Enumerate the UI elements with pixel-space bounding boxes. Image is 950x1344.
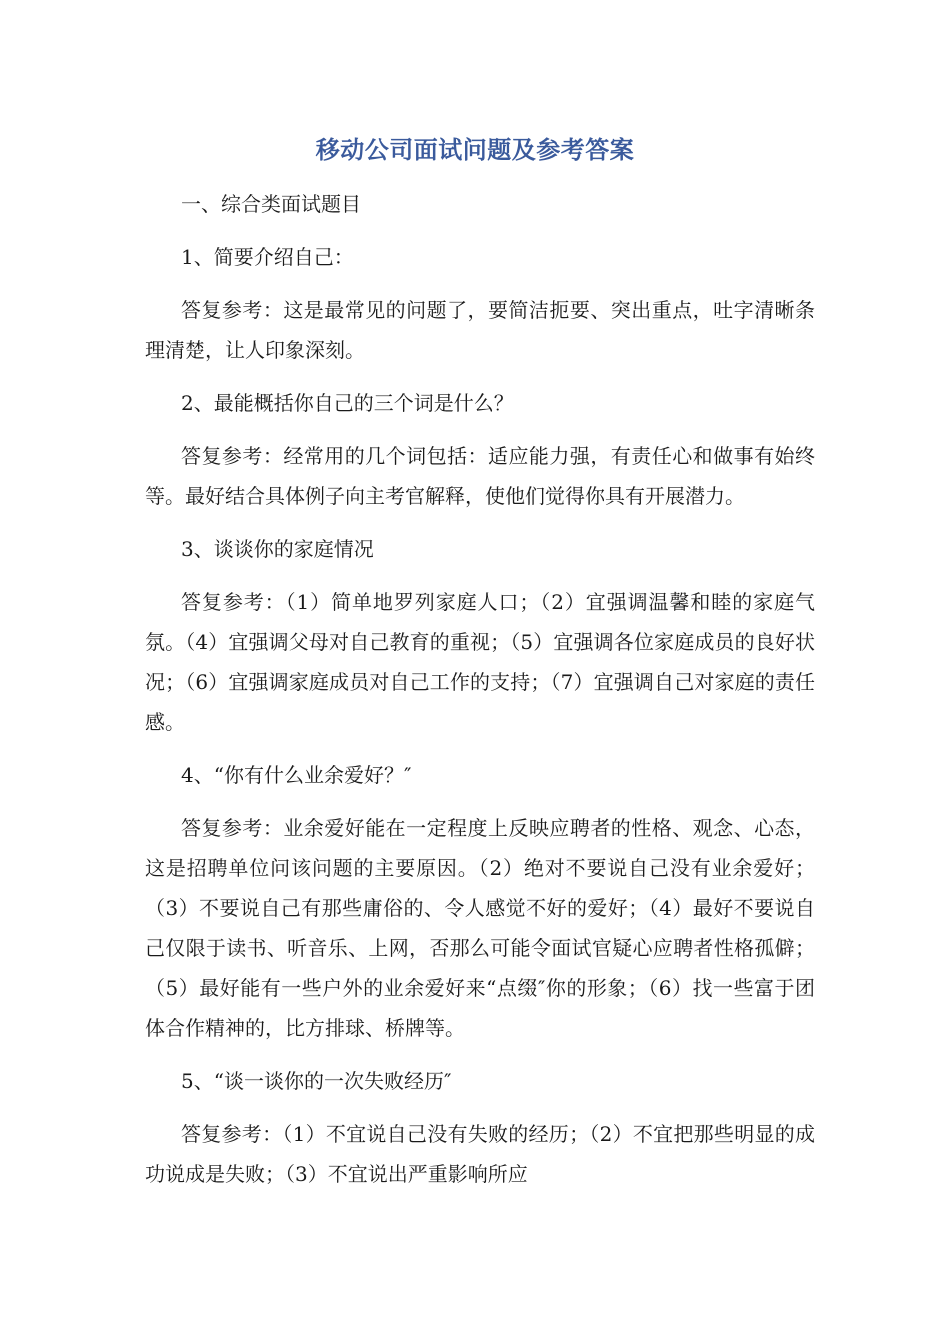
document-body [145,184,815,1207]
section-heading: 一、综合类面试题目 [181,192,361,216]
question-4: 4、“你有什么业余爱好？″ [181,763,412,787]
answer-3: 答复参考：（1）简单地罗列家庭人口；（2）宜强调温馨和睦的家庭气氛。（4）宜强调父母对自己教育的重视；（5）宜强调各位家庭成员的良好状况；（6）宜强调家庭成员对自己工作的支持；（7）宜强调自己对家庭的责任感。 [145,590,815,734]
question-5: 5、“谈一谈你的一次失败经历″ [181,1069,452,1093]
answer-5: 答复参考：（1）不宜说自己没有失败的经历；（2）不宜把那些明显的成功说成是失败；（3）不宜说出严重影响所应 [145,1122,815,1186]
answer-2: 答复参考：经常用的几个词包括：适应能力强，有责任心和做事有始终等。最好结合具体例子向主考官解释，使他们觉得你具有开展潜力。 [145,444,815,508]
answer-4: 答复参考：业余爱好能在一定程度上反映应聘者的性格、观念、心态，这是招聘单位问该问题的主要原因。（2）绝对不要说自己没有业余爱好；（3）不要说自己有那些庸俗的、令人感觉不好的爱好；（4）最好不要说自己仅限于读书、听音乐、上网，否那么可能令面试官疑心应聘者性格孤僻；（5）最好能有一些户外的业余爱好来“点缀″你的形象；（6）找一些富于团体合作精神的，比方排球、桥牌等。 [145,816,815,1040]
question-3: 3、谈谈你的家庭情况 [181,537,374,561]
question-1: 1、简要介绍自己： [181,245,354,269]
document-title: 移动公司面试问题及参考答案 [315,136,635,164]
answer-1: 答复参考：这是最常见的问题了，要简洁扼要、突出重点，吐字清晰条理清楚，让人印象深刻。 [145,298,815,362]
question-2: 2、最能概括你自己的三个词是什么？ [181,391,514,415]
